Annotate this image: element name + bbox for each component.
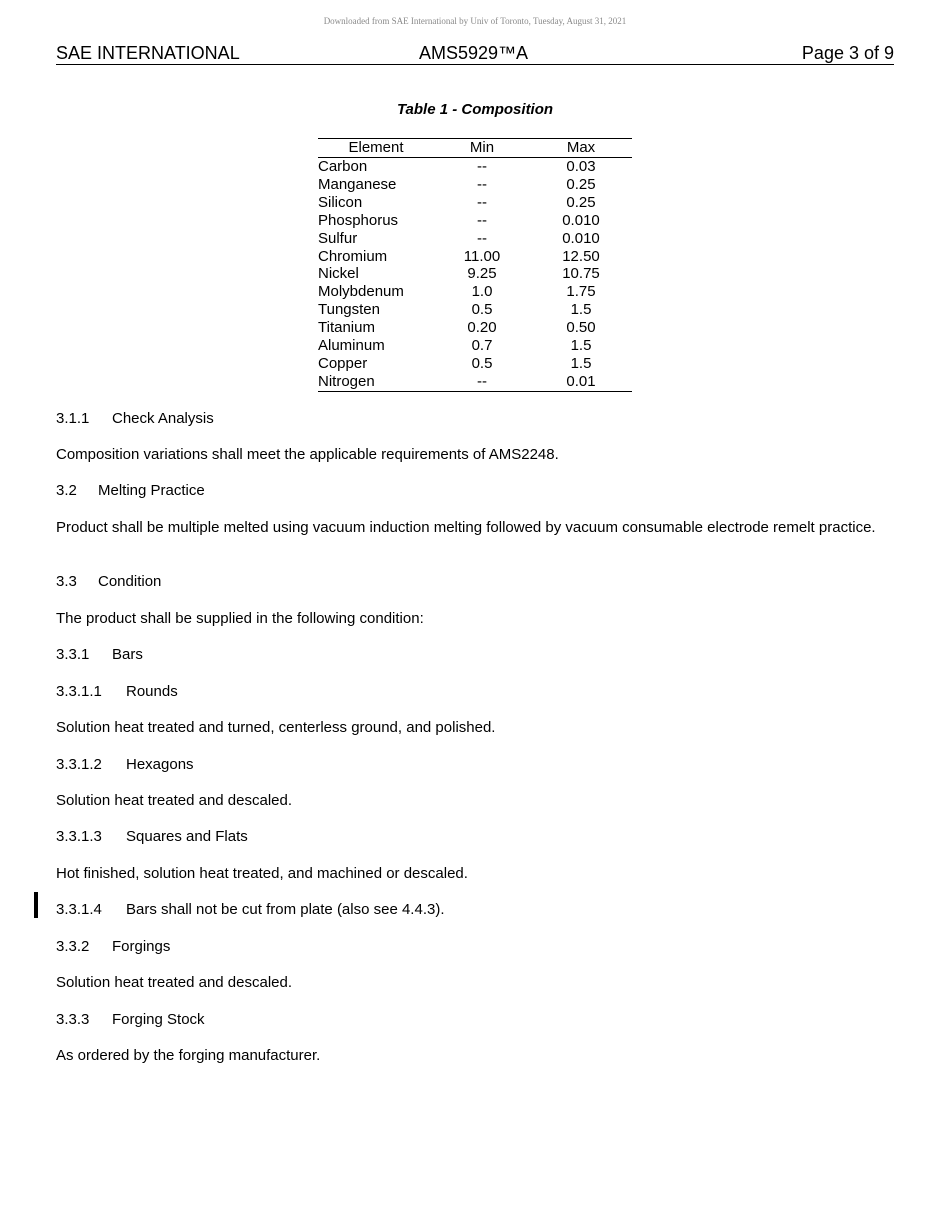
max-value: 12.50 [562,247,600,265]
min-value: -- [434,373,530,391]
section-heading-3-3-1 [56,646,894,664]
max-value: 1.75 [566,283,596,301]
min-value: 0.7 [471,337,493,355]
paragraph-forging-stock: As ordered by the forging manufacturer. [56,1047,321,1064]
table-row [318,158,632,176]
max-value: 0.25 [566,175,596,193]
section-number: 3.3.1.2 [56,756,102,773]
section-number: 3.3.1.1 [56,683,102,700]
header-document-number: AMS5929™A [419,43,529,63]
section-number: 3.3.2 [56,938,90,955]
table-row [318,301,632,319]
section-heading-3-3-1-1 [56,683,894,701]
section-title: Bars shall not be cut from plate (also see 4.4.3). [126,901,445,918]
element-name: Aluminum [318,337,385,355]
section-number: 3.1.1 [56,410,90,427]
paragraph-check-analysis: Composition variations shall meet the applicable requirements of AMS2248. [56,446,559,463]
table-row [318,230,632,248]
element-name: Chromium [318,247,388,265]
table-row [318,355,632,373]
min-value: 11.00 [463,247,501,265]
column-header-element: Element [318,139,434,158]
section-heading-3-3-1-2 [56,756,894,774]
table-row [318,212,632,230]
min-value: 9.25 [467,265,497,283]
element-name: Titanium [318,319,375,337]
max-value: 0.03 [566,158,596,175]
section-heading-3-3-2 [56,938,894,956]
element-name: Nickel [318,265,359,283]
page-header [56,43,894,65]
element-name: Phosphorus [318,211,399,229]
table-row [318,283,632,301]
min-value: 0.5 [471,301,493,319]
table-row [318,337,632,355]
max-value: 0.010 [562,211,600,229]
element-name: Manganese [318,175,397,193]
section-number: 3.3.1.4 [56,901,102,918]
section-number: 3.3.3 [56,1011,90,1028]
paragraph-squares-and-flats: Hot finished, solution heat treated, and machined or descaled. [56,865,468,882]
section-title: Squares and Flats [126,828,248,845]
table-row [318,319,632,337]
section-title: Melting Practice [98,482,205,499]
max-value: 0.010 [562,229,600,247]
max-value: 10.75 [562,265,600,283]
table-row [318,373,632,391]
section-heading-3-3-1-4 [56,901,894,919]
min-value: -- [477,229,487,247]
max-value: 0.01 [530,373,632,391]
section-number: 3.2 [56,482,77,499]
section-number: 3.3.1.3 [56,828,102,845]
section-heading-3-2 [56,482,894,500]
table-title: Table 1 - Composition [396,101,554,118]
element-name: Copper [318,354,368,372]
section-number: 3.3.1 [56,646,90,663]
max-value: 0.25 [566,193,596,211]
paragraph-hexagons: Solution heat treated and descaled. [56,792,293,809]
section-number: 3.3 [56,573,77,590]
element-name: Molybdenum [318,283,404,301]
table-header-row [318,139,632,158]
element-name: Nitrogen [318,373,434,391]
min-value: 0.5 [471,354,493,372]
max-value: 1.5 [570,301,592,319]
max-value: 0.50 [566,319,596,337]
section-title: Condition [98,573,162,590]
paragraph-condition: The product shall be supplied in the following condition: [56,610,424,627]
section-title: Rounds [126,683,178,700]
table-row [318,176,632,194]
paragraph-rounds: Solution heat treated and turned, centerless ground, and polished. [56,719,496,736]
min-value: 0.20 [467,319,497,337]
table-row [318,265,632,283]
section-heading-3-3-3 [56,1011,894,1029]
max-value: 1.5 [570,337,592,355]
min-value: -- [477,158,487,175]
download-watermark: Downloaded from SAE International by Univ of Toronto, Tuesday, August 31, 2021 [323,16,627,26]
section-title: Bars [112,646,143,663]
header-organization: SAE INTERNATIONAL [56,43,240,63]
table-row [318,194,632,212]
section-title: Forgings [112,938,171,955]
paragraph-melting-practice: Product shall be multiple melted using vacuum induction melting followed by vacuum consumable electrode remelt practice. [56,519,876,536]
section-heading-3-3-1-3 [56,828,894,846]
section-title: Forging Stock [112,1011,205,1028]
element-name: Sulfur [318,229,358,247]
max-value: 1.5 [570,354,592,372]
min-value: -- [477,175,487,193]
min-value: -- [477,211,487,229]
section-heading-3-1-1 [56,410,894,428]
header-page-number: Page 3 of 9 [801,43,894,63]
element-name: Tungsten [318,301,380,319]
table-row [318,248,632,266]
section-heading-3-3 [56,573,894,591]
composition-table [318,138,632,392]
section-title: Check Analysis [112,410,214,427]
min-value: -- [477,193,487,211]
min-value: 1.0 [471,283,493,301]
element-name: Carbon [318,158,368,175]
element-name: Silicon [318,193,363,211]
revision-change-bar [34,892,38,918]
column-header-min: Min [434,139,530,158]
paragraph-forgings: Solution heat treated and descaled. [56,974,293,991]
section-title: Hexagons [126,756,194,773]
column-header-max: Max [530,139,632,158]
